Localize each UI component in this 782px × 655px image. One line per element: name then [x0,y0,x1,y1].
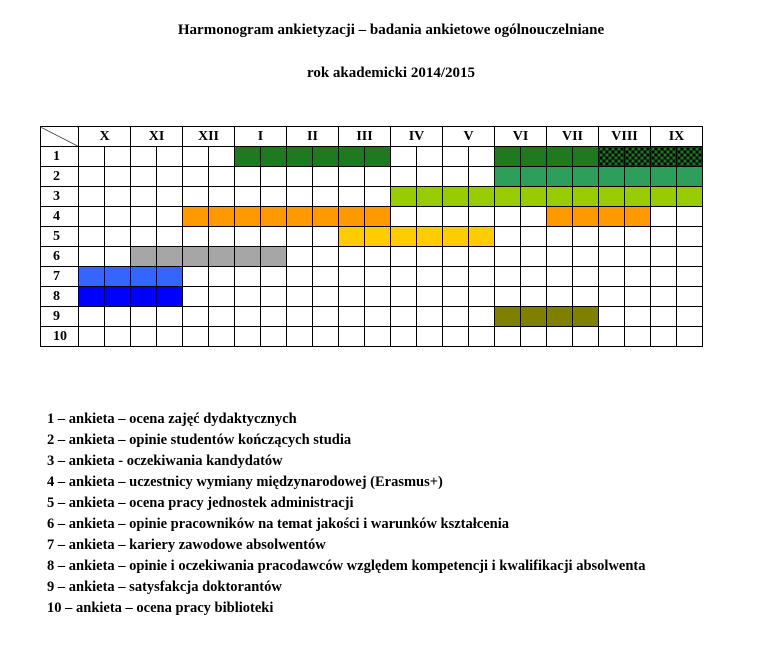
schedule-cell [261,327,287,347]
schedule-cell [131,247,157,267]
schedule-cell [651,167,677,187]
schedule-cell [521,287,547,307]
schedule-cell [313,207,339,227]
schedule-cell [313,327,339,347]
schedule-cell [469,227,495,247]
schedule-cell [651,187,677,207]
month-header: I [235,127,287,147]
schedule-cell [365,287,391,307]
schedule-cell [391,287,417,307]
schedule-cell [677,147,703,167]
schedule-cell [339,207,365,227]
schedule-cell [79,187,105,207]
schedule-cell [469,267,495,287]
schedule-cell [157,247,183,267]
schedule-cell [209,307,235,327]
schedule-cell [235,327,261,347]
schedule-cell [313,227,339,247]
schedule-cell [573,207,599,227]
schedule-cell [209,187,235,207]
schedule-cell [105,307,131,327]
schedule-cell [417,267,443,287]
schedule-cell [391,227,417,247]
schedule-cell [417,207,443,227]
schedule-cell [651,287,677,307]
schedule-cell [625,327,651,347]
schedule-table [40,126,703,347]
schedule-cell [261,227,287,247]
schedule-cell [495,287,521,307]
schedule-cell [547,307,573,327]
schedule-cell [443,147,469,167]
month-header: X [79,127,131,147]
schedule-cell [521,327,547,347]
schedule-cell [287,247,313,267]
schedule-cell [521,267,547,287]
schedule-cell [651,227,677,247]
schedule-cell [677,167,703,187]
schedule-cell [625,187,651,207]
schedule-cell [287,167,313,187]
schedule-cell [79,307,105,327]
schedule-cell [287,187,313,207]
schedule-cell [183,307,209,327]
schedule-cell [417,227,443,247]
schedule-cell [495,147,521,167]
schedule-cell [443,207,469,227]
schedule-cell [573,247,599,267]
schedule-cell [625,207,651,227]
schedule-cell [495,267,521,287]
schedule-cell [287,207,313,227]
schedule-cell [417,147,443,167]
schedule-cell [469,307,495,327]
schedule-cell [157,227,183,247]
schedule-cell [235,307,261,327]
table-row [41,187,703,207]
schedule-cell [651,147,677,167]
schedule-cell [547,167,573,187]
schedule-cell [469,147,495,167]
schedule-cell [313,147,339,167]
schedule-cell [105,207,131,227]
schedule-cell [287,307,313,327]
schedule-cell [573,267,599,287]
month-header: IV [391,127,443,147]
schedule-cell [105,167,131,187]
schedule-cell [469,167,495,187]
schedule-cell [651,207,677,227]
schedule-cell [547,287,573,307]
schedule-cell [469,287,495,307]
schedule-cell [651,327,677,347]
schedule-cell [365,147,391,167]
schedule-cell [469,207,495,227]
legend-item: 2 – ankieta – opinie studentów kończących studia [47,432,352,448]
schedule-cell [547,247,573,267]
legend-item: 3 – ankieta - oczekiwania kandydatów [47,453,283,469]
schedule-cell [261,167,287,187]
schedule-cell [365,167,391,187]
schedule-cell [183,327,209,347]
month-header: XI [131,127,183,147]
legend-item: 5 – ankieta – ocena pracy jednostek administracji [47,495,354,511]
schedule-cell [261,147,287,167]
schedule-cell [365,307,391,327]
row-label: 9 [41,307,79,327]
schedule-cell [495,227,521,247]
schedule-cell [79,247,105,267]
schedule-cell [235,227,261,247]
schedule-cell [131,147,157,167]
schedule-cell [365,267,391,287]
schedule-cell [287,327,313,347]
schedule-cell [287,287,313,307]
schedule-cell [339,327,365,347]
table-row [41,287,703,307]
schedule-cell [209,287,235,307]
schedule-cell [625,287,651,307]
schedule-cell [209,327,235,347]
schedule-cell [651,247,677,267]
schedule-cell [339,287,365,307]
schedule-cell [157,307,183,327]
schedule-cell [183,267,209,287]
table-row [41,147,703,167]
schedule-cell [339,307,365,327]
row-label: 5 [41,227,79,247]
row-label: 6 [41,247,79,267]
schedule-cell [105,227,131,247]
schedule-cell [677,227,703,247]
schedule-cell [547,147,573,167]
schedule-cell [677,247,703,267]
schedule-cell [105,247,131,267]
schedule-cell [625,247,651,267]
schedule-cell [209,167,235,187]
schedule-cell [521,147,547,167]
table-row [41,327,703,347]
schedule-cell [313,167,339,187]
schedule-cell [183,147,209,167]
schedule-cell [313,247,339,267]
schedule-cell [547,207,573,227]
schedule-cell [677,327,703,347]
schedule-cell [183,207,209,227]
schedule-cell [313,267,339,287]
schedule-cell [391,247,417,267]
month-header: III [339,127,391,147]
schedule-cell [131,267,157,287]
page-title: Harmonogram ankietyzacji – badania ankietowe ogólnouczelniane [177,22,605,38]
schedule-cell [235,187,261,207]
schedule-cell [443,167,469,187]
schedule-cell [599,227,625,247]
schedule-cell [105,187,131,207]
schedule-cell [183,287,209,307]
schedule-cell [443,307,469,327]
schedule-cell [677,207,703,227]
schedule-cell [157,147,183,167]
schedule-cell [261,267,287,287]
schedule-cell [417,307,443,327]
schedule-cell [131,287,157,307]
schedule-cell [183,187,209,207]
schedule-cell [183,247,209,267]
schedule-cell [521,187,547,207]
month-header: V [443,127,495,147]
table-row [41,267,703,287]
row-label: 3 [41,187,79,207]
schedule-cell [79,287,105,307]
schedule-cell [209,147,235,167]
schedule-cell [157,287,183,307]
schedule-cell [365,187,391,207]
table-row [41,167,703,187]
schedule-cell [417,187,443,207]
schedule-cell [625,227,651,247]
table-row [41,307,703,327]
schedule-cell [651,307,677,327]
legend-item: 8 – ankieta – opinie i oczekiwania pracodawców względem kompetencji i kwalifikacji absolwenta [47,558,646,574]
schedule-cell [287,147,313,167]
schedule-cell [469,327,495,347]
schedule-cell [131,207,157,227]
schedule-cell [443,247,469,267]
schedule-cell [261,187,287,207]
schedule-cell [573,227,599,247]
schedule-cell [105,147,131,167]
legend-item: 7 – ankieta – kariery zawodowe absolwentów [47,537,326,553]
month-header: VIII [599,127,651,147]
schedule-cell [521,167,547,187]
schedule-cell [157,207,183,227]
legend [47,409,747,619]
schedule-cell [417,247,443,267]
schedule-cell [209,247,235,267]
month-header: VII [547,127,599,147]
schedule-cell [443,327,469,347]
schedule-cell [495,207,521,227]
schedule-cell [469,187,495,207]
schedule-cell [443,287,469,307]
schedule-cell [547,187,573,207]
schedule-cell [365,327,391,347]
schedule-cell [287,227,313,247]
schedule-cell [417,167,443,187]
schedule-cell [105,327,131,347]
schedule-cell [261,287,287,307]
schedule-cell [235,167,261,187]
schedule-cell [339,247,365,267]
schedule-cell [443,267,469,287]
schedule-cell [365,227,391,247]
month-header: II [287,127,339,147]
schedule-cell [391,187,417,207]
schedule-cell [625,267,651,287]
schedule-cell [339,167,365,187]
schedule-cell [79,167,105,187]
schedule-cell [391,147,417,167]
schedule-cell [287,267,313,287]
schedule-cell [599,147,625,167]
schedule-cell [131,327,157,347]
schedule-cell [339,187,365,207]
schedule-cell [521,207,547,227]
schedule-cell [105,267,131,287]
schedule-cell [599,307,625,327]
schedule-cell [391,267,417,287]
schedule-cell [131,307,157,327]
schedule-cell [235,247,261,267]
schedule-cell [599,267,625,287]
schedule-cell [105,287,131,307]
schedule-cell [599,287,625,307]
schedule-cell [183,227,209,247]
schedule-cell [235,267,261,287]
schedule-cell [365,247,391,267]
schedule-cell [157,327,183,347]
schedule-cell [573,167,599,187]
schedule-cell [417,287,443,307]
schedule-cell [599,207,625,227]
schedule-cell [651,267,677,287]
schedule-cell [417,327,443,347]
schedule-cell [79,147,105,167]
schedule-cell [339,267,365,287]
row-label: 8 [41,287,79,307]
schedule-cell [495,307,521,327]
schedule-cell [573,327,599,347]
schedule-cell [79,267,105,287]
schedule-cell [131,167,157,187]
schedule-cell [157,267,183,287]
schedule-cell [235,207,261,227]
legend-item: 1 – ankieta – ocena zajęć dydaktycznych [47,411,297,427]
row-label: 7 [41,267,79,287]
schedule-cell [131,227,157,247]
schedule-cell [677,287,703,307]
schedule-cell [209,207,235,227]
schedule-cell [261,207,287,227]
schedule-cell [235,287,261,307]
schedule-cell [365,207,391,227]
schedule-cell [599,327,625,347]
schedule-cell [443,187,469,207]
legend-item: 4 – ankieta – uczestnicy wymiany międzynarodowej (Erasmus+) [47,474,443,490]
schedule-cell [443,227,469,247]
legend-item: 10 – ankieta – ocena pracy biblioteki [47,600,274,616]
schedule-cell [547,227,573,247]
row-label: 2 [41,167,79,187]
schedule-cell [677,187,703,207]
month-header: VI [495,127,547,147]
schedule-cell [209,267,235,287]
schedule-cell [573,287,599,307]
schedule-cell [235,147,261,167]
schedule-cell [391,327,417,347]
schedule-cell [625,307,651,327]
schedule-cell [495,187,521,207]
schedule-cell [313,307,339,327]
table-row [41,247,703,267]
schedule-cell [79,227,105,247]
row-label: 10 [41,327,79,347]
schedule-cell [261,247,287,267]
month-header: XII [183,127,235,147]
schedule-cell [599,247,625,267]
header-row [41,127,703,147]
schedule-cell [313,287,339,307]
schedule-cell [547,327,573,347]
table-row [41,207,703,227]
corner-cell [41,127,79,147]
schedule-cell [625,147,651,167]
row-label: 4 [41,207,79,227]
schedule-cell [495,247,521,267]
schedule-body [41,147,703,347]
schedule-cell [573,187,599,207]
schedule-cell [339,147,365,167]
schedule-cell [469,247,495,267]
legend-item: 9 – ankieta – satysfakcja doktorantów [47,579,282,595]
row-label: 1 [41,147,79,167]
schedule-cell [157,167,183,187]
schedule-cell [79,327,105,347]
schedule-cell [313,187,339,207]
schedule-cell [391,167,417,187]
page-subtitle: rok akademicki 2014/2015 [306,65,476,81]
schedule-cell [79,207,105,227]
schedule-cell [209,227,235,247]
schedule-cell [495,327,521,347]
schedule-cell [599,167,625,187]
schedule-cell [677,267,703,287]
schedule-cell [521,227,547,247]
schedule-cell [573,307,599,327]
month-header: IX [651,127,703,147]
schedule-cell [573,147,599,167]
schedule-cell [183,167,209,187]
table-row [41,227,703,247]
schedule-cell [625,167,651,187]
schedule-cell [521,307,547,327]
schedule-cell [677,307,703,327]
schedule-cell [599,187,625,207]
schedule-cell [391,307,417,327]
schedule-cell [521,247,547,267]
schedule-cell [339,227,365,247]
schedule-cell [547,267,573,287]
schedule-cell [391,207,417,227]
legend-item: 6 – ankieta – opinie pracowników na temat jakości i warunków kształcenia [47,516,510,532]
schedule-cell [131,187,157,207]
schedule-cell [261,307,287,327]
schedule-cell [495,167,521,187]
schedule-cell [157,187,183,207]
